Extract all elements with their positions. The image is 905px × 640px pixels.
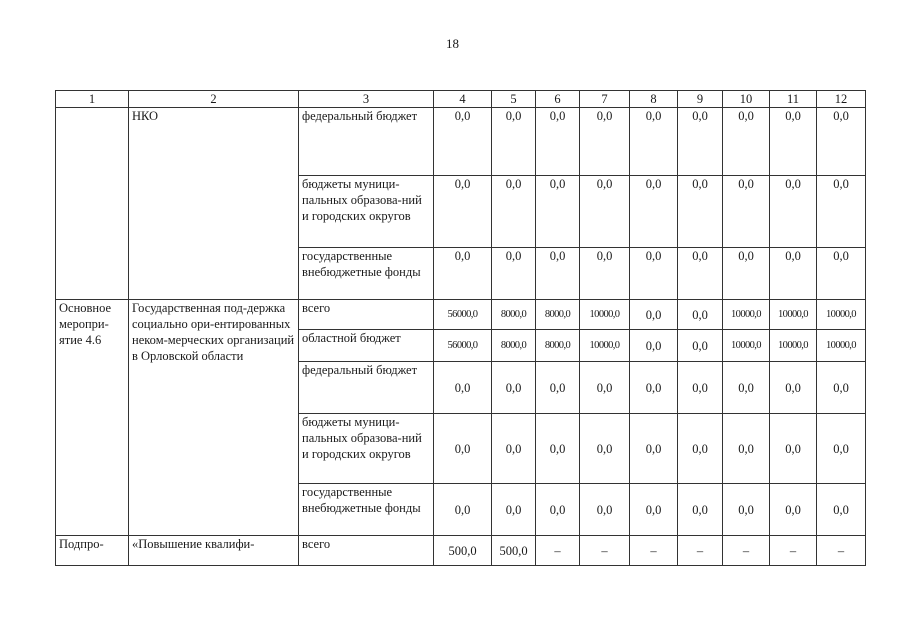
value-cell: 500,0 bbox=[434, 536, 492, 566]
value-cell: 0,0 bbox=[678, 362, 723, 414]
header-cell: 8 bbox=[630, 91, 678, 108]
funding-source-cell: государственные внебюджетные фонды bbox=[299, 248, 434, 300]
value-cell: 0,0 bbox=[723, 108, 770, 176]
value-cell: 0,0 bbox=[817, 362, 866, 414]
header-row bbox=[56, 91, 866, 108]
funding-source-cell: областной бюджет bbox=[299, 330, 434, 362]
value-cell: 0,0 bbox=[678, 176, 723, 248]
value-cell: 8000,0 bbox=[536, 330, 580, 362]
table-body bbox=[56, 91, 866, 566]
value-cell: 0,0 bbox=[630, 362, 678, 414]
value-cell: 0,0 bbox=[536, 108, 580, 176]
value-cell: 10000,0 bbox=[817, 300, 866, 330]
header-cell: 5 bbox=[492, 91, 536, 108]
activity-cell: Основное меропри-ятие 4.6 bbox=[56, 300, 129, 536]
value-cell: 0,0 bbox=[580, 414, 630, 484]
value-cell: 10000,0 bbox=[723, 330, 770, 362]
activity-name-cell: «Повышение квалифи- bbox=[129, 536, 299, 566]
value-cell: 8000,0 bbox=[492, 300, 536, 330]
value-cell: 10000,0 bbox=[817, 330, 866, 362]
value-cell: 10000,0 bbox=[580, 300, 630, 330]
value-cell: – bbox=[678, 536, 723, 566]
header-cell: 7 bbox=[580, 91, 630, 108]
funding-source-cell: всего bbox=[299, 300, 434, 330]
value-cell: 0,0 bbox=[492, 176, 536, 248]
value-cell: 0,0 bbox=[817, 484, 866, 536]
value-cell: – bbox=[536, 536, 580, 566]
value-cell: 0,0 bbox=[630, 300, 678, 330]
value-cell: 10000,0 bbox=[770, 330, 817, 362]
value-cell: 0,0 bbox=[536, 414, 580, 484]
value-cell: 0,0 bbox=[770, 176, 817, 248]
header-cell: 10 bbox=[723, 91, 770, 108]
value-cell: 0,0 bbox=[630, 108, 678, 176]
value-cell: 0,0 bbox=[770, 362, 817, 414]
value-cell: 0,0 bbox=[434, 108, 492, 176]
header-cell: 11 bbox=[770, 91, 817, 108]
value-cell: 0,0 bbox=[580, 248, 630, 300]
value-cell: 10000,0 bbox=[770, 300, 817, 330]
budget-table bbox=[55, 90, 866, 566]
value-cell: 0,0 bbox=[630, 414, 678, 484]
value-cell: 0,0 bbox=[817, 414, 866, 484]
value-cell: 8000,0 bbox=[536, 300, 580, 330]
value-cell: 0,0 bbox=[678, 108, 723, 176]
value-cell: 0,0 bbox=[723, 362, 770, 414]
value-cell: 0,0 bbox=[434, 248, 492, 300]
value-cell: 0,0 bbox=[678, 248, 723, 300]
value-cell: 0,0 bbox=[678, 414, 723, 484]
value-cell: 0,0 bbox=[492, 248, 536, 300]
header-cell: 4 bbox=[434, 91, 492, 108]
value-cell: 0,0 bbox=[536, 248, 580, 300]
value-cell: – bbox=[817, 536, 866, 566]
value-cell: 0,0 bbox=[536, 362, 580, 414]
activity-cell: Подпро- bbox=[56, 536, 129, 566]
value-cell: – bbox=[630, 536, 678, 566]
table-row bbox=[56, 536, 866, 566]
value-cell: 0,0 bbox=[770, 484, 817, 536]
header-cell: 6 bbox=[536, 91, 580, 108]
value-cell: 56000,0 bbox=[434, 300, 492, 330]
value-cell: 0,0 bbox=[723, 414, 770, 484]
table-row bbox=[56, 108, 866, 176]
value-cell: 0,0 bbox=[630, 330, 678, 362]
value-cell: 0,0 bbox=[492, 484, 536, 536]
funding-source-cell: всего bbox=[299, 536, 434, 566]
value-cell: 0,0 bbox=[434, 362, 492, 414]
header-cell: 12 bbox=[817, 91, 866, 108]
header-cell: 3 bbox=[299, 91, 434, 108]
value-cell: 0,0 bbox=[817, 176, 866, 248]
value-cell: 500,0 bbox=[492, 536, 536, 566]
table-row bbox=[56, 300, 866, 330]
value-cell: 0,0 bbox=[492, 362, 536, 414]
activity-name-cell: НКО bbox=[129, 108, 299, 300]
value-cell: 0,0 bbox=[678, 484, 723, 536]
value-cell: 0,0 bbox=[817, 248, 866, 300]
header-cell: 2 bbox=[129, 91, 299, 108]
value-cell: 0,0 bbox=[678, 300, 723, 330]
value-cell: 0,0 bbox=[678, 330, 723, 362]
value-cell: 0,0 bbox=[630, 176, 678, 248]
page-number: 18 bbox=[446, 36, 459, 51]
funding-source-cell: федеральный бюджет bbox=[299, 108, 434, 176]
value-cell: 0,0 bbox=[817, 108, 866, 176]
value-cell: 0,0 bbox=[770, 414, 817, 484]
value-cell: – bbox=[723, 536, 770, 566]
funding-source-cell: бюджеты муници-пальных образова-ний и городских округов bbox=[299, 176, 434, 248]
value-cell: 0,0 bbox=[630, 248, 678, 300]
value-cell: 10000,0 bbox=[580, 330, 630, 362]
value-cell: 0,0 bbox=[723, 484, 770, 536]
value-cell: 0,0 bbox=[492, 414, 536, 484]
funding-source-cell: государственные внебюджетные фонды bbox=[299, 484, 434, 536]
value-cell: 0,0 bbox=[580, 176, 630, 248]
value-cell: 0,0 bbox=[492, 108, 536, 176]
value-cell: – bbox=[580, 536, 630, 566]
value-cell: 10000,0 bbox=[723, 300, 770, 330]
value-cell: 0,0 bbox=[723, 176, 770, 248]
value-cell: 0,0 bbox=[770, 248, 817, 300]
activity-cell bbox=[56, 108, 129, 300]
value-cell: – bbox=[770, 536, 817, 566]
value-cell: 0,0 bbox=[580, 362, 630, 414]
value-cell: 0,0 bbox=[630, 484, 678, 536]
value-cell: 0,0 bbox=[536, 484, 580, 536]
value-cell: 0,0 bbox=[434, 414, 492, 484]
funding-source-cell: федеральный бюджет bbox=[299, 362, 434, 414]
header-cell: 1 bbox=[56, 91, 129, 108]
value-cell: 0,0 bbox=[580, 484, 630, 536]
value-cell: 56000,0 bbox=[434, 330, 492, 362]
value-cell: 0,0 bbox=[536, 176, 580, 248]
value-cell: 0,0 bbox=[434, 484, 492, 536]
value-cell: 0,0 bbox=[434, 176, 492, 248]
value-cell: 8000,0 bbox=[492, 330, 536, 362]
funding-source-cell: бюджеты муници-пальных образова-ний и городских округов bbox=[299, 414, 434, 484]
value-cell: 0,0 bbox=[770, 108, 817, 176]
value-cell: 0,0 bbox=[580, 108, 630, 176]
value-cell: 0,0 bbox=[723, 248, 770, 300]
header-cell: 9 bbox=[678, 91, 723, 108]
activity-name-cell: Государственная под-держка социально ори-ентированных неком-мерческих организаций в Орловской области bbox=[129, 300, 299, 536]
